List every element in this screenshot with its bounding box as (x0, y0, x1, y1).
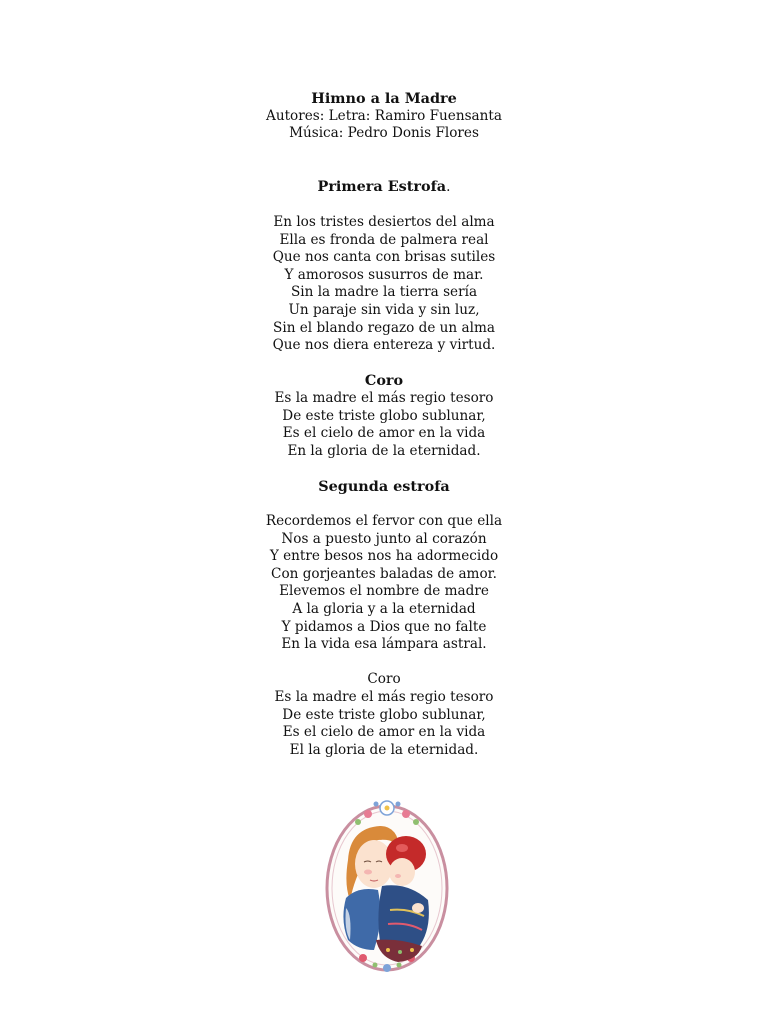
stanza2-line: Elevemos el nombre de madre (279, 583, 489, 600)
stanza2-line: Nos a puesto junto al corazón (281, 530, 487, 547)
stanza1-line: En los tristes desiertos del alma (273, 213, 495, 230)
stanza1-line: Que nos diera entereza y virtud. (272, 337, 496, 354)
stanza1-line: Y amorosos susurros de mar. (284, 266, 484, 283)
chorus2-line: De este triste globo sublunar, (282, 706, 486, 723)
stanza1-heading: Primera Estrofa (317, 177, 447, 195)
chorus2-line: El la gloria de la eternidad. (289, 741, 479, 758)
stanza2-line: Con gorjeantes baladas de amor. (271, 565, 497, 582)
chorus2-line: Es el cielo de amor en la vida (282, 724, 486, 741)
chorus1-line: Es la madre el más regio tesoro (274, 389, 494, 406)
stanza1-line: Que nos canta con brisas sutiles (272, 249, 496, 266)
stanza2-line: Recordemos el fervor con que ella (265, 513, 503, 530)
chorus1-heading: Coro (364, 372, 404, 390)
stanza1-line: Un paraje sin vida y sin luz, (288, 301, 480, 318)
stanza2-heading: Segunda estrofa (318, 477, 450, 495)
poem-title: Himno a la Madre (311, 90, 457, 107)
music-line: Música: Pedro Donis Flores (289, 125, 479, 142)
poem-column (184, 90, 584, 759)
authors-line: Autores: Letra: Ramiro Fuensanta (266, 107, 502, 124)
stanza1-line: Sin la madre la tierra sería (290, 284, 478, 301)
stanza1-line: Ella es fronda de palmera real (279, 231, 489, 248)
stanza2-line: A la gloria y a la eternidad (292, 601, 476, 618)
mother-and-child-illustration-icon (318, 790, 456, 980)
stanza2-line: Y entre besos nos ha adormecido (269, 548, 499, 565)
chorus1-line: Es el cielo de amor en la vida (282, 425, 486, 442)
stanza1-heading-suffix: . (446, 178, 451, 195)
chorus1-line: De este triste globo sublunar, (282, 407, 486, 424)
stanza1-line: Sin el blando regazo de un alma (273, 319, 495, 336)
stanza1-heading-row (184, 178, 584, 197)
stanza2-line: En la vida esa lámpara astral. (281, 636, 487, 653)
chorus2-heading: Coro (367, 671, 401, 688)
stanza2-line: Y pidamos a Dios que no falte (281, 618, 487, 635)
chorus2-line: Es la madre el más regio tesoro (274, 689, 494, 705)
chorus1-line: En la gloria de la eternidad. (287, 442, 481, 459)
